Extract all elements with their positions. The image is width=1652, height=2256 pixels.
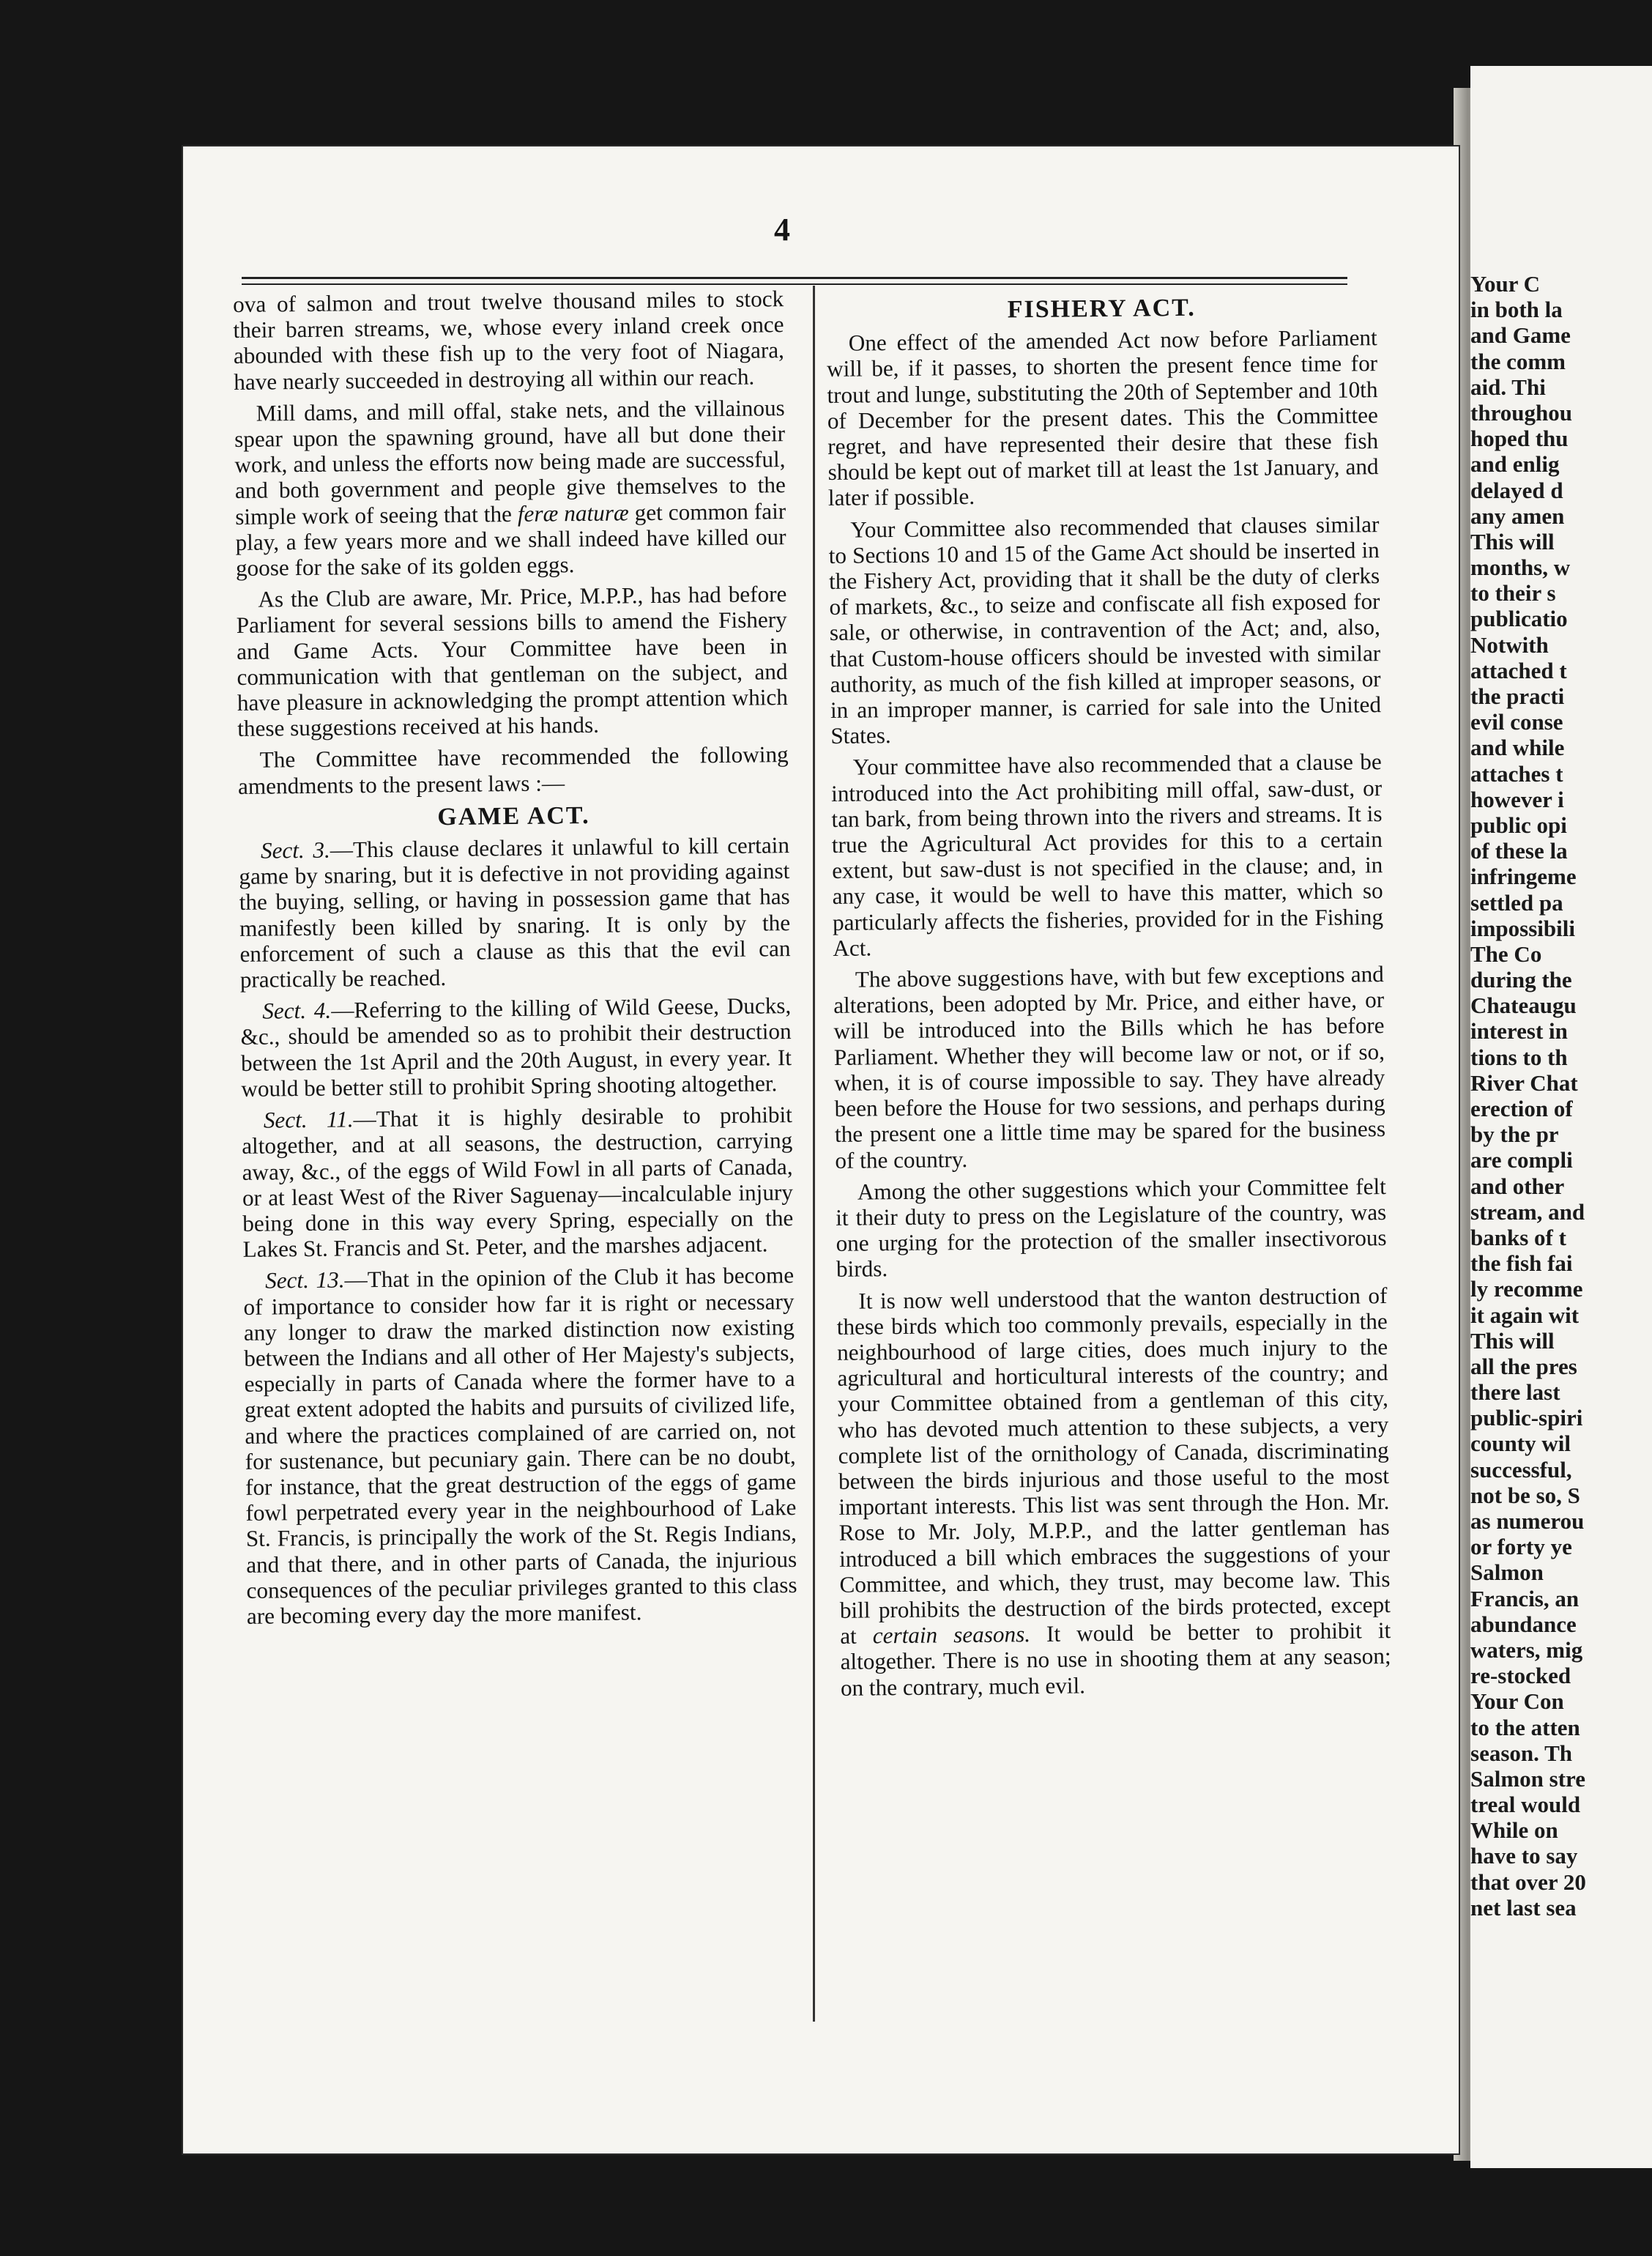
next-page-line: waters, mig xyxy=(1470,1636,1583,1663)
next-page-line: infringeme xyxy=(1470,864,1577,890)
next-page-line: attached t xyxy=(1470,657,1567,683)
next-page-line: to their s xyxy=(1470,580,1556,606)
next-page-line: attaches t xyxy=(1470,760,1563,787)
paragraph: The above suggestions have, with but few exceptions and alterations, been adopted by Mr. Price, and either have, or will be introduced into the Bills which he has before Parliament. Whether they will become law or not, or if so, when, it is of course impossible to say. They have already been before the House for two sessions, and perhaps during the present one a little time may be spared for the business of the country. xyxy=(833,961,1386,1173)
next-page-line: This will xyxy=(1470,528,1555,554)
section-paragraph xyxy=(242,1102,794,1262)
next-page-line: during the xyxy=(1470,967,1572,993)
paragraph: As the Club are aware, Mr. Price, M.P.P., has had before Parliament for several sessions bills to amend the Fishery and Game Acts. Your Committee have been in communication with that gentleman on the subject, and have pleasure in acknowledging the prompt attention which these suggestions received at his hands. xyxy=(236,581,789,742)
next-page-line: however i xyxy=(1470,786,1564,812)
next-page-line: impossibili xyxy=(1470,915,1575,941)
next-page-line: interest in xyxy=(1470,1018,1568,1044)
text-run: —That in the opinion of the Club it has become of importance to consider how far it is right or necessary any longer to draw the marked distinction now existing between the Indians and all other of Her Majesty's subjects, especially in parts of Canada where the former have to a great extent adopted the habits and pursuits of civilized life, and where the practices complained of are carried on, not for sustenance, but pecuniary gain. There can be no doubt, for instance, that the great destruction of the eggs of game fowl perpetrated every year in the neighbourhood of Lake St. Francis, is principally the work of the St. Regis Indians, and that there, and in other parts of Canada, the injurious consequences of the peculiar privileges granted to this class are becoming every day the more manifest. xyxy=(243,1262,797,1629)
next-page-line: it again wit xyxy=(1470,1302,1580,1328)
section-label: Sect. 4. xyxy=(262,997,332,1024)
paragraph: ova of salmon and trout twelve thousand miles to stock their barren streams, we, whose every inland creek once abounded with these fish up to the very foot of Niagara, have nearly succeeded in destroying all within our reach. xyxy=(233,286,785,395)
paragraph xyxy=(836,1283,1391,1701)
next-page-line: abundance xyxy=(1470,1611,1577,1637)
section-heading: FISHERY ACT. xyxy=(1007,294,1196,324)
text-run: —This clause declares it unlawful to kill certain game by snaring, but it is defective in not providing against the buying, selling, or having in possession game that has manifestly been killed by snaring. It is only by the enforcement of such a clause as this that the evil can practically be reached. xyxy=(239,832,791,993)
next-page-line: publicatio xyxy=(1470,606,1568,632)
next-page-line: stream, and xyxy=(1470,1198,1585,1225)
next-page-line: the practi xyxy=(1470,683,1565,709)
next-page-line: aid. Thi xyxy=(1470,374,1546,400)
next-page-line: Salmon xyxy=(1470,1559,1544,1586)
next-page-line: have to say xyxy=(1470,1843,1578,1869)
italic-phrase: certain seasons. xyxy=(872,1621,1031,1649)
next-page-line: and while xyxy=(1470,735,1565,761)
next-page-line: the comm xyxy=(1470,348,1566,374)
next-page-line: net last sea xyxy=(1470,1894,1577,1921)
next-page-line: of these la xyxy=(1470,838,1568,864)
next-page-line: While on xyxy=(1470,1817,1558,1844)
next-page-line: banks of t xyxy=(1470,1224,1566,1250)
text-run: —That it is highly desirable to prohibit altogether, and at all seasons, the destruction, carrying away, &c., of the eggs of Wild Fowl in all parts of Canada, or at least West of the River Saguenay—incalculable injury being done in this way every Spring, especially on the Lakes St. Francis and St. Peter, and the marshes adjacent. xyxy=(242,1102,794,1263)
next-page-line: successful, xyxy=(1470,1456,1572,1483)
section-heading: GAME ACT. xyxy=(437,801,590,831)
next-page-line: all the pres xyxy=(1470,1353,1577,1379)
next-page-line: and enlig xyxy=(1470,451,1560,478)
next-page-line: months, w xyxy=(1470,554,1571,581)
next-page-line: or forty ye xyxy=(1470,1534,1572,1560)
next-page-line: hoped thu xyxy=(1470,426,1569,452)
text-run: get common fair play, a few years more and we shall indeed have killed our goose for the sake of its golden eggs. xyxy=(235,497,786,582)
text-run: Mill dams, and mill offal, stake nets, and the villainous spear upon the spawning ground, have all but done their work, and unless the efforts now being made are successful, and both government and people give themselves to the simple work of seeing that the xyxy=(234,394,786,530)
next-page-line: throughou xyxy=(1470,399,1572,426)
section-label: Sect. 3. xyxy=(260,836,330,864)
next-page-line: season. Th xyxy=(1470,1740,1572,1766)
section-paragraph xyxy=(239,832,791,992)
column-divider xyxy=(813,286,815,2022)
next-page-line: not be so, S xyxy=(1470,1482,1580,1508)
next-page-line: Notwith xyxy=(1470,631,1549,658)
next-page-line: as numerou xyxy=(1470,1508,1585,1534)
next-page-line: This will xyxy=(1470,1327,1555,1354)
next-page-line: Francis, an xyxy=(1470,1585,1580,1611)
next-page-text xyxy=(1470,271,1652,1921)
next-page-line: Chateaugu xyxy=(1470,992,1577,1019)
next-page-line: re-stocked xyxy=(1470,1663,1571,1689)
next-page-line: county wil xyxy=(1470,1431,1571,1457)
next-page-line: erection of xyxy=(1470,1096,1573,1121)
section-label: Sect. 11. xyxy=(263,1106,354,1133)
next-page-line: in both la xyxy=(1470,297,1563,323)
italic-phrase: feræ naturæ xyxy=(517,499,629,527)
paragraph: Your Committee also recommended that clauses similar to Sections 10 and 15 of the Game Act should be inserted in the Fishery Act, providing that it shall be the duty of clerks of markets, &c., to seize and confiscate all fish exposed for sale, or otherwise, in contravention of the Act; and, also, that Custom-house officers should be invested with similar authority, as much of the fish killed at improper seasons, or in an improper manner, is carried for sale into the United States. xyxy=(828,511,1382,749)
header-rule xyxy=(242,277,1347,285)
right-column xyxy=(826,286,1391,1707)
next-page-line: and Game xyxy=(1470,322,1571,349)
next-page-line: evil conse xyxy=(1470,709,1563,735)
next-page-line: ly recomme xyxy=(1470,1276,1583,1302)
next-page-line: any amen xyxy=(1470,502,1565,529)
next-page-line: The Co xyxy=(1470,940,1542,967)
text-run: It would be better to prohibit it altogether. There is no use in shooting them at any season; on the contrary, much evil. xyxy=(840,1617,1391,1701)
next-page-line: River Chat xyxy=(1470,1069,1578,1096)
next-page-line: delayed d xyxy=(1470,477,1563,503)
next-page-line: public-spiri xyxy=(1470,1405,1583,1431)
next-page-line: by the pr xyxy=(1470,1121,1559,1148)
next-page-line: treal would xyxy=(1470,1792,1581,1818)
next-page-line: settled pa xyxy=(1470,889,1563,916)
paragraph: Your committee have also recommended that a clause be introduced into the Act prohibiting mill offal, saw-dust, or tan bark, from being thrown into the rivers and streams. It is true the Agricultural Act provides for this to a certain extent, but saw-dust is not specified in the clause; and, in any case, it would be well to have this matter, which so particularly affects the fisheries, provided for in the Fishing Act. xyxy=(830,749,1384,961)
next-page-line: are compli xyxy=(1470,1147,1573,1173)
next-page-line: public opi xyxy=(1470,812,1567,838)
text-run: It is now well understood that the wanton destruction of these birds which too commonly prevails, especially in the neighbourhood of large cities, does much injury to the agricultural and horticultural interests of the country; and your Committee obtained from a gentleman of this city, who has devoted much attention to these subjects, a very complete list of the ornithology of Canada, discriminating between the birds injurious and those useful to the most important interests. This list was sent through the Hon. Mr. Rose to Mr. Joly, M.P.P., and the latter gentleman has introduced a bill which embraces the suggestions of your Committee, and which, they trust, may become law. This bill prohibits the destruction of the birds protected, except at xyxy=(836,1282,1391,1650)
paragraph: The Committee have recommended the following amendments to the present laws :— xyxy=(237,741,789,799)
next-page-line: tions to th xyxy=(1470,1044,1568,1070)
paragraph xyxy=(234,395,787,581)
next-page-line: Your Con xyxy=(1470,1688,1564,1715)
next-page-line: to the atten xyxy=(1470,1714,1580,1740)
next-page-line: there last xyxy=(1470,1379,1560,1406)
section-paragraph xyxy=(243,1262,797,1629)
paragraph: Among the other suggestions which your Committee felt it their duty to press on the Legislature of the country, was one urging for the protection of the smaller insectivorous birds. xyxy=(836,1173,1387,1283)
next-page-line: Salmon stre xyxy=(1470,1765,1586,1792)
next-page-line: the fish fai xyxy=(1470,1250,1573,1277)
paragraph: One effect of the amended Act now before Parliament will be, if it passes, to shorten the present fence time for trout and lunge, substituting the 20th of September and 10th of December for the present dates. This the Committee regret, and have represented their desire that these fish should be kept out of market till at least the 1st January, and later if possible. xyxy=(826,324,1379,511)
left-column xyxy=(233,286,797,1635)
next-page xyxy=(1470,66,1652,2168)
section-paragraph xyxy=(240,992,792,1102)
next-page-line: that over 20 xyxy=(1470,1869,1586,1895)
next-page-line: Your C xyxy=(1470,271,1541,297)
next-page-line: and other xyxy=(1470,1173,1565,1199)
section-label: Sect. 13. xyxy=(264,1266,345,1294)
text-run: —Referring to the killing of Wild Geese, Ducks, &c., should be amended so as to prohibit their destruction between the 1st April and the 20th August, in every year. It would be better still to prohibit Spring shooting altogether. xyxy=(240,992,792,1102)
page-number: 4 xyxy=(774,212,790,248)
